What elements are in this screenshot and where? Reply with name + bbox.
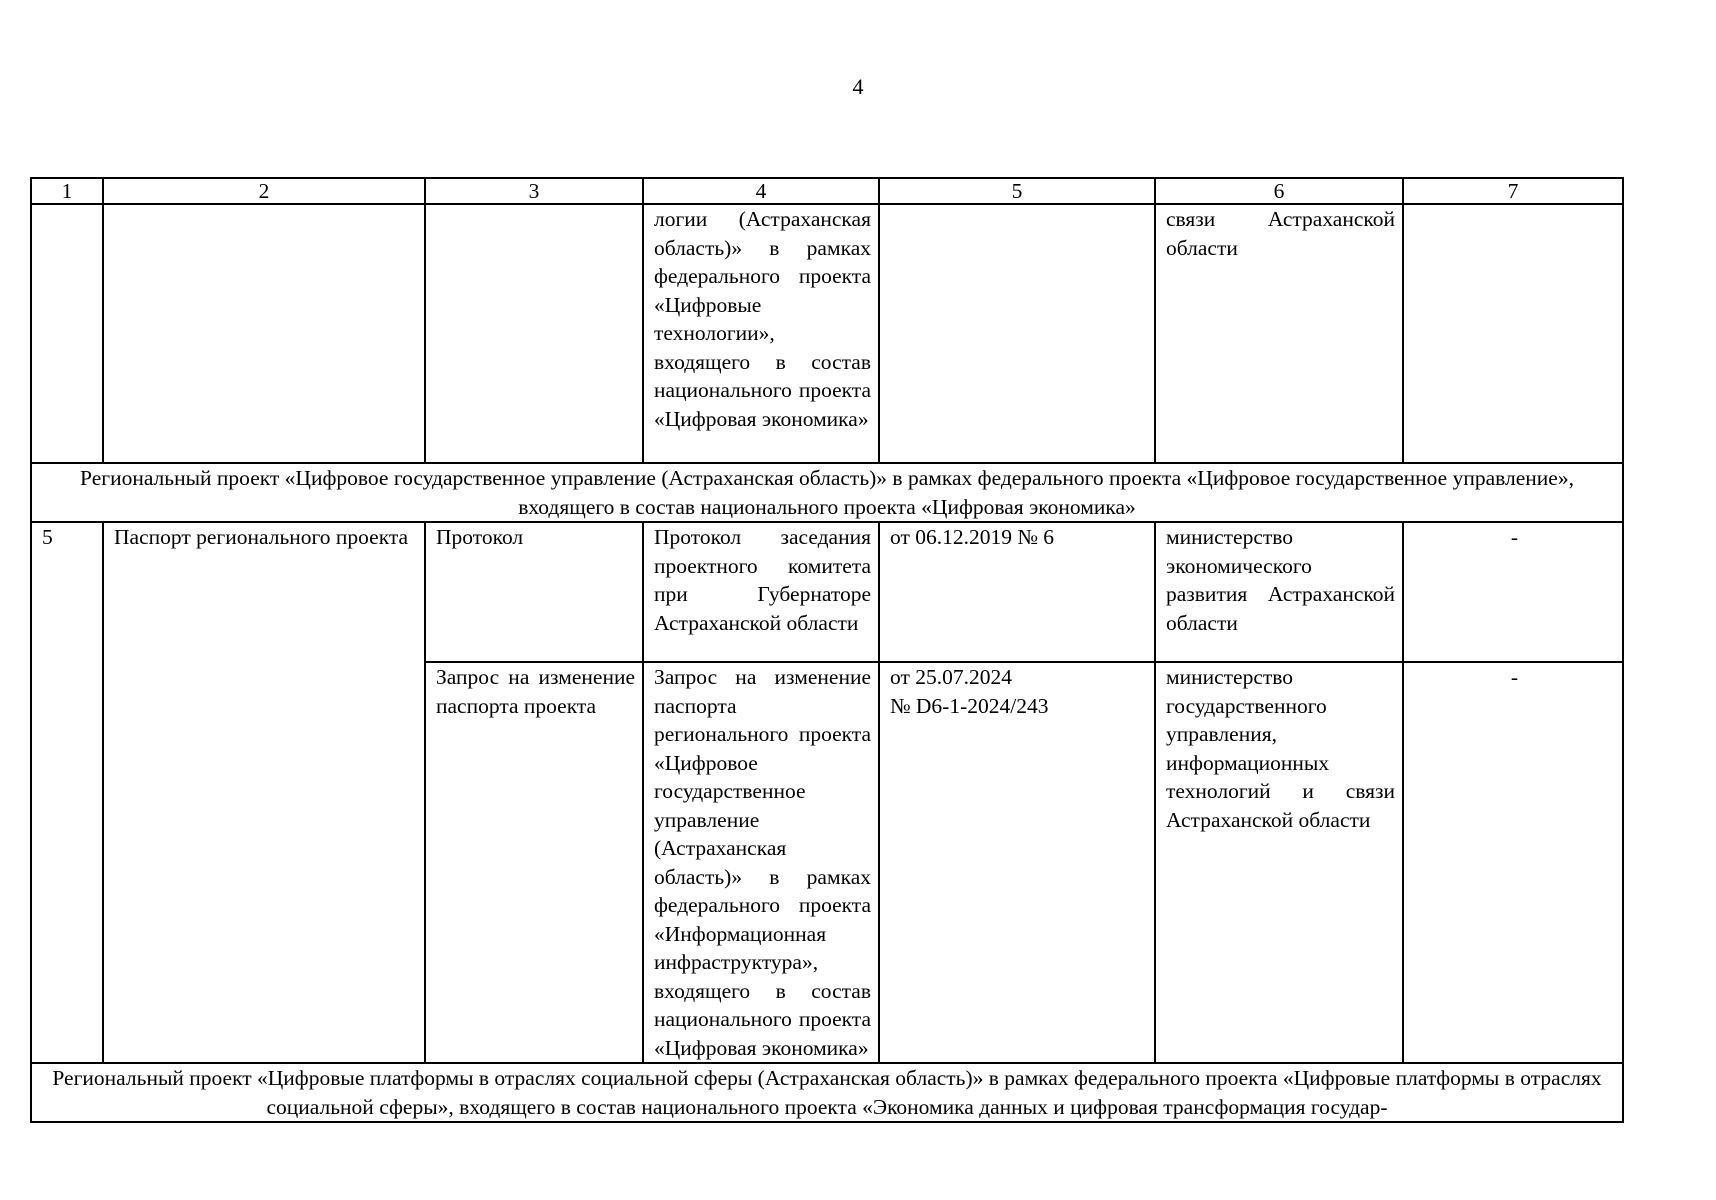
document-date: от 25.07.2024: [890, 665, 1012, 689]
section-title: Региональный проект «Цифровые платформы в отраслях социальной сферы (Астраханская область)» в рамках федерального проекта «Цифровые платформы в отраслях социальной сферы», входящего в состав национального проекта «Экономика данных и цифровая трансформация государ-: [31, 1063, 1623, 1122]
table-cell: [103, 204, 425, 463]
table-cell: [31, 204, 103, 463]
note-cell: -: [1403, 662, 1623, 1063]
continuation-row: [31, 204, 1623, 463]
table-row: [31, 522, 1623, 662]
note-cell: -: [1403, 522, 1623, 662]
column-number: 3: [425, 178, 643, 204]
document-title-cell: Запрос на изменение паспорта регионального проекта «Цифровое государственное управление (Астраханская область)» в рамках федерального проекта «Информационная инфраструктура», входящего в состав национального проекта «Цифровая экономика»: [643, 662, 879, 1063]
column-number: 6: [1155, 178, 1403, 204]
document-title-cell: Протокол заседания проектного комитета при Губернаторе Астраханской области: [643, 522, 879, 662]
column-number: 7: [1403, 178, 1623, 204]
document-type-cell: Запрос на изменение паспорта проекта: [425, 662, 643, 1063]
document-title-cell: логии (Астраханская область)» в рамках федерального проекта «Цифровые технологии», входящего в состав национального проекта «Цифровая экономика»: [643, 204, 879, 463]
row-number: 5: [31, 522, 103, 1063]
column-number: 1: [31, 178, 103, 204]
page-number: 4: [852, 74, 864, 99]
section-title: Региональный проект «Цифровое государственное управление (Астраханская область)» в рамках федерального проекта «Цифровое государственное управление», входящего в состав национального проекта «Цифровая экономика»: [31, 463, 1623, 522]
table-cell: [1403, 204, 1623, 463]
table-cell: [425, 204, 643, 463]
document-details-cell: от 06.12.2019 № 6: [879, 522, 1155, 662]
column-number: 5: [879, 178, 1155, 204]
document-number: № D6-1-2024/243: [890, 693, 1049, 718]
section-header-row: [31, 463, 1623, 522]
table-cell: [879, 204, 1155, 463]
document-details-cell: [879, 662, 1155, 1063]
organization-cell: министерство государственного управления, информационных технологий и связи Астраханской области: [1155, 662, 1403, 1063]
document-type-cell: Протокол: [425, 522, 643, 662]
column-number: 2: [103, 178, 425, 204]
documents-table: [30, 177, 1624, 1123]
organization-cell: министерство экономического развития Астраханской области: [1155, 522, 1403, 662]
column-number: 4: [643, 178, 879, 204]
organization-cell: связи Астраханской области: [1155, 204, 1403, 463]
document-name-cell: Паспорт регионального проекта: [103, 522, 425, 1063]
column-numbers-row: [31, 178, 1623, 204]
section-header-row: [31, 1063, 1623, 1122]
